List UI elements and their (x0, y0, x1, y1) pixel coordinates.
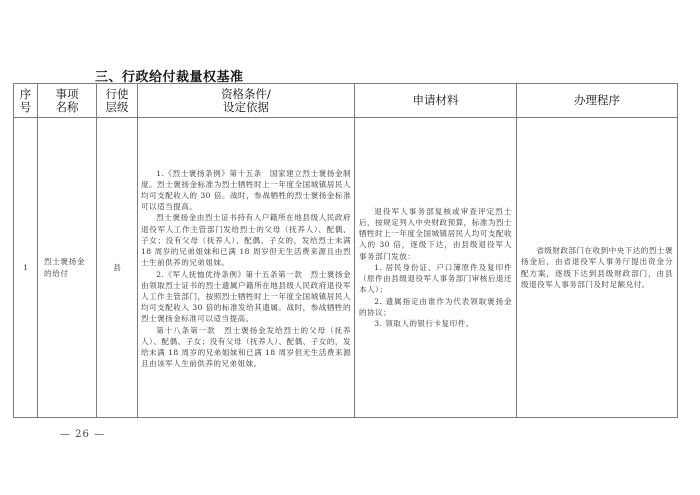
row-level: 县 (97, 118, 138, 418)
header-procedure: 办理程序 (517, 84, 678, 118)
header-level: 行使 层级 (97, 84, 138, 118)
row-basis (138, 118, 355, 418)
table-header-row (14, 84, 678, 118)
row-materials (355, 118, 517, 418)
discretion-standard-table (13, 83, 678, 418)
row-procedure (517, 118, 678, 418)
row-seq: 1 (14, 118, 38, 418)
page-number: — 26 — (60, 429, 106, 440)
basis-paragraph: 烈士褒扬金由烈士证书持有人户籍所在地县级人民政府退役军人工作主管部门发给烈士的父母（抚养人）、配偶、子女；没有父母（抚养人）、配偶、子女的，发给烈士未满 18 周岁的兄弟姐妹和已满 18 周岁但无生活费来源且由烈士生前供养的兄弟姐妹。 (141, 213, 351, 268)
materials-paragraph: 退役军人事务部复核或审查评定烈士后，按规定列入中央财政预算，标准为烈士牺牲时上一年度全国城镇居民人均可支配收入的 30 倍，逐级下达，由县级退役军人事务部门发放： (359, 206, 512, 261)
basis-paragraph: 1.《烈士褒扬条例》第十五条 国家建立烈士褒扬金制度。烈士褒扬金标准为烈士牺牲时上一年度全国城镇居民人均可支配收入的 30 倍。战时，参战牺牲的烈士褒扬金标准可以适当提高。 (141, 168, 351, 212)
materials-paragraph: 3. 领取人的银行卡复印件。 (374, 318, 474, 328)
procedure-paragraph: 省级财政部门在收到中央下达的烈士褒扬金后，由省退役军人事务厅提出资金分配方案，逐级下达到县级财政部门，由县级退役军人事务部门及时足额兑付。 (521, 246, 673, 289)
materials-paragraph: 2. 遗属指定由谁作为代表领取褒扬金的协议； (359, 296, 512, 317)
header-seq: 序 号 (14, 84, 38, 118)
materials-paragraph: 1. 居民身份证、户口簿原件及复印件（原件由县级退役军人事务部门审核后退还本人）； (359, 262, 512, 295)
header-basis: 资格条件/ 设定依据 (138, 84, 355, 118)
basis-paragraph: 2.《军人抚恤优待条例》第十五条第一款 烈士褒扬金由领取烈士证书的烈士遗属户籍所在地县级人民政府退役军人工作主管部门，按照烈士牺牲时上一年度全国城镇居民人均可支配收入 30 倍的标准发给其遗属。战时，参战牺牲的烈士褒扬金标准可以适当提高。 (141, 269, 351, 324)
section-title: 三、行政给付裁量权基准 (95, 70, 244, 85)
basis-paragraph: 第十八条第一款 烈士褒扬金发给烈士的父母（抚养人）、配偶、子女；没有父母（抚养人）、配偶、子女的，发给未满 18 周岁的兄弟姐妹和已满 18 周岁但无生活费来源且由该军人生前供养的兄弟姐妹。 (141, 325, 351, 369)
header-materials: 申请材料 (355, 84, 517, 118)
table-row (14, 118, 678, 418)
row-item-name: 烈士褒扬金的给付 (38, 118, 97, 418)
header-item-name: 事项 名称 (38, 84, 97, 118)
